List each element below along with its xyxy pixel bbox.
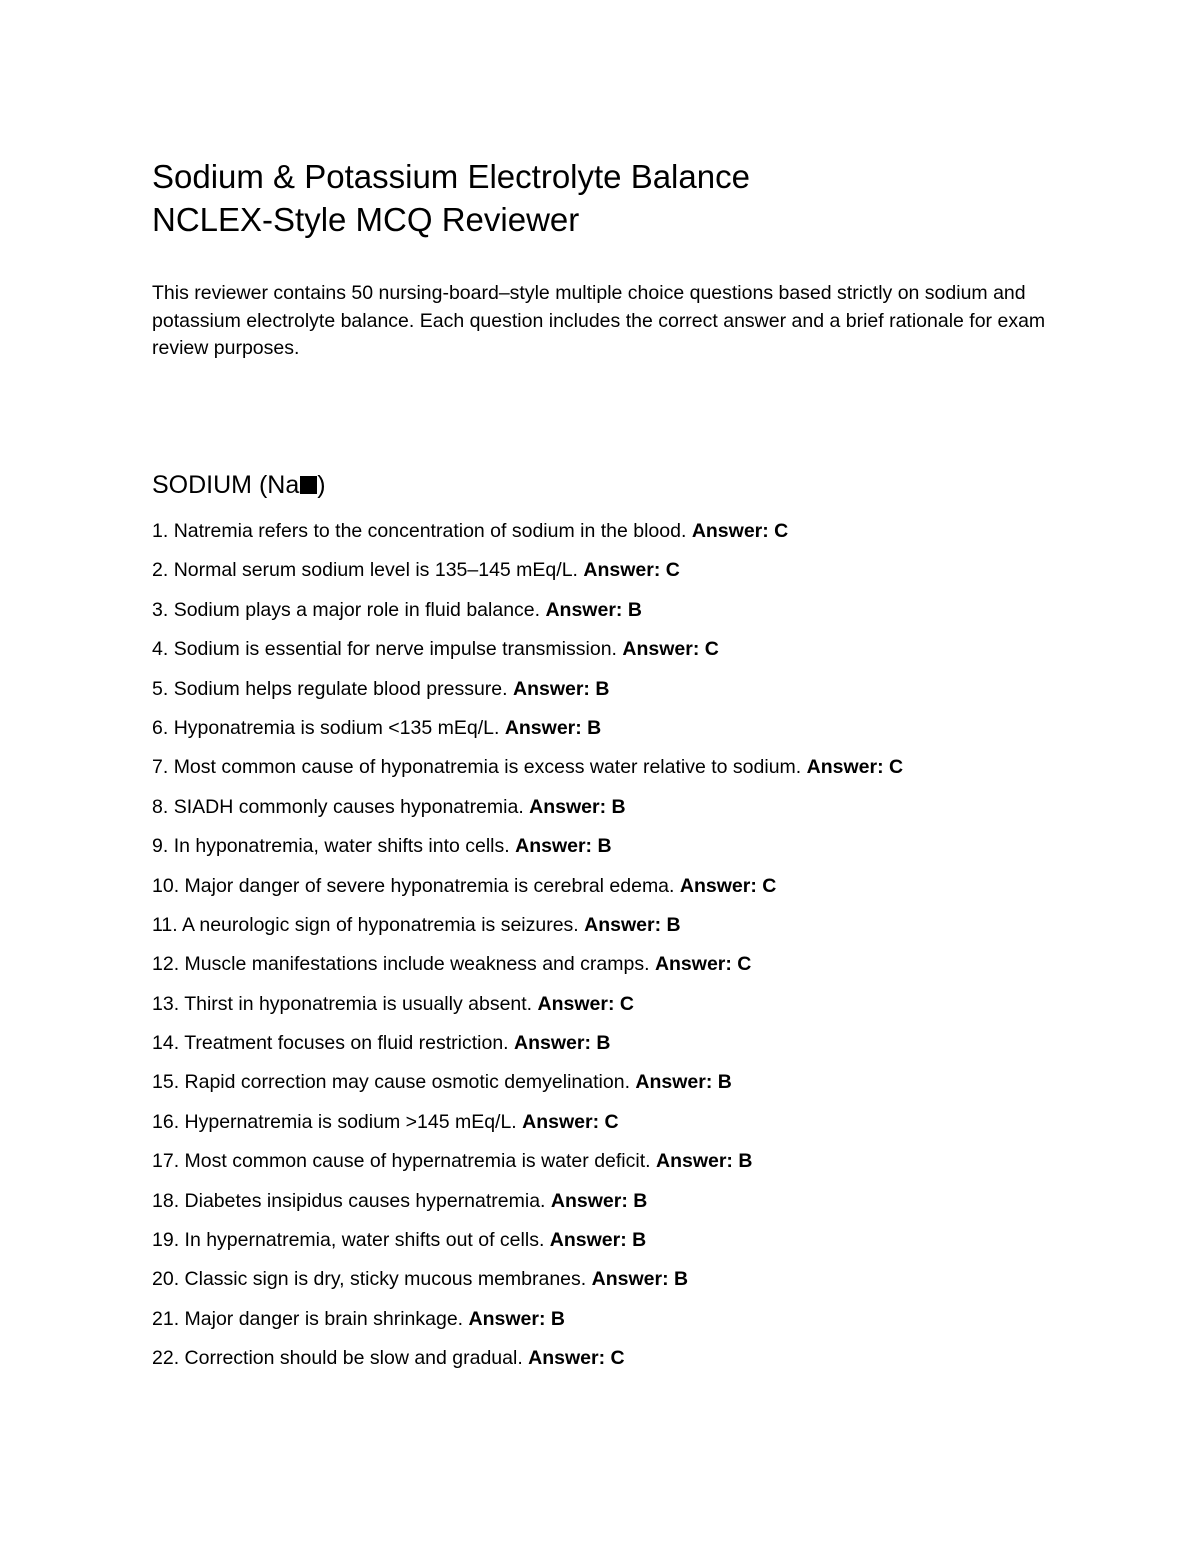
list-item (152, 910, 1112, 949)
section-heading-suffix: ) (317, 471, 326, 499)
question-answer: Answer: B (635, 1071, 732, 1094)
question-number: 8. (152, 795, 169, 818)
question-answer: Answer: C (522, 1110, 619, 1133)
list-item (152, 1225, 1112, 1264)
list-item (152, 555, 1112, 594)
intro-paragraph: This reviewer contains 50 nursing-board–style multiple choice questions based strictly on sodium and potassium electrolyte balance. Each question includes the correct answer and a brief rationale for exam review purposes. (152, 282, 1046, 359)
list-item (152, 1186, 1112, 1225)
question-number: 9. (152, 835, 169, 858)
list-item (152, 1343, 1112, 1382)
question-number: 22. (152, 1347, 180, 1370)
title-line-1: Sodium & Potassium Electrolyte Balance (152, 158, 750, 195)
section-heading-sodium (152, 468, 326, 502)
question-number: 14. (152, 1032, 180, 1055)
question-answer: Answer: B (591, 1268, 689, 1291)
question-text: Classic sign is dry, sticky mucous membranes. (184, 1268, 587, 1291)
question-text: Muscle manifestations include weakness and cramps. (184, 953, 650, 976)
question-text: Sodium helps regulate blood pressure. (173, 677, 508, 700)
list-item (152, 752, 1112, 791)
list-item (152, 1264, 1112, 1303)
list-item (152, 1028, 1112, 1067)
question-answer: Answer: B (514, 1032, 611, 1055)
question-text: Correction should be slow and gradual. (184, 1347, 523, 1370)
question-number: 3. (152, 598, 169, 621)
document-title (152, 155, 1052, 241)
question-text: Most common cause of hypernatremia is water deficit. (184, 1150, 651, 1173)
list-item (152, 831, 1112, 870)
question-number: 4. (152, 638, 169, 661)
list-item (152, 516, 1112, 555)
question-number: 1. (152, 520, 169, 542)
question-list (152, 516, 1112, 1383)
question-text: In hyponatremia, water shifts into cells. (173, 835, 510, 858)
question-number: 11. (152, 913, 178, 936)
question-number: 18. (152, 1189, 180, 1212)
question-answer: Answer: B (584, 913, 681, 936)
section-heading-prefix: SODIUM (Na (152, 471, 300, 499)
list-item (152, 713, 1112, 752)
question-answer: Answer: B (545, 598, 642, 621)
list-item (152, 634, 1112, 673)
question-answer: Answer: C (654, 953, 752, 976)
question-text: Treatment focuses on fluid restriction. (184, 1032, 509, 1055)
title-line-2: NCLEX-Style MCQ Reviewer (152, 201, 580, 238)
question-text: Diabetes insipidus causes hypernatremia. (184, 1189, 546, 1212)
question-number: 13. (152, 992, 180, 1015)
question-answer: Answer: C (679, 874, 777, 897)
question-answer: Answer: B (550, 1189, 648, 1212)
question-answer: Answer: B (529, 795, 626, 818)
question-text: A neurologic sign of hyponatremia is seizures. (182, 913, 579, 936)
question-answer: Answer: B (515, 835, 612, 858)
question-answer: Answer: B (655, 1150, 753, 1173)
list-item (152, 871, 1112, 910)
list-item (152, 1067, 1112, 1106)
list-item (152, 792, 1112, 831)
question-number: 21. (152, 1307, 180, 1330)
question-number: 15. (152, 1071, 180, 1094)
list-item (152, 674, 1112, 713)
question-number: 2. (152, 559, 169, 582)
question-answer: Answer: B (549, 1229, 647, 1252)
question-number: 5. (152, 677, 169, 700)
list-item (152, 989, 1112, 1028)
question-text: Rapid correction may cause osmotic demyelination. (184, 1071, 630, 1094)
question-text: Sodium is essential for nerve impulse transmission. (173, 638, 617, 661)
question-number: 12. (152, 953, 180, 976)
question-text: Most common cause of hyponatremia is excess water relative to sodium. (173, 756, 802, 779)
question-number: 17. (152, 1150, 180, 1173)
question-text: In hypernatremia, water shifts out of cells. (184, 1229, 545, 1252)
question-text: Natremia refers to the concentration of sodium in the blood. (173, 520, 687, 542)
list-item (152, 949, 1112, 988)
question-answer: Answer: C (537, 992, 634, 1015)
black-square-glyph-icon (300, 476, 317, 494)
question-answer: Answer: B (468, 1307, 565, 1330)
question-text: Hyponatremia is sodium <135 mEq/L. (173, 716, 500, 739)
question-answer: Answer: C (528, 1347, 625, 1370)
question-text: Sodium plays a major role in fluid balance. (173, 598, 541, 621)
list-item (152, 1107, 1112, 1146)
question-text: Hypernatremia is sodium >145 mEq/L. (184, 1110, 517, 1133)
question-number: 7. (152, 756, 169, 779)
question-text: Normal serum sodium level is 135–145 mEq/L. (173, 559, 578, 582)
list-item (152, 1146, 1112, 1185)
question-answer: Answer: C (622, 638, 719, 661)
question-answer: Answer: C (691, 520, 789, 542)
question-text: Major danger of severe hyponatremia is cerebral edema. (184, 874, 675, 897)
question-number: 16. (152, 1110, 180, 1133)
list-item (152, 595, 1112, 634)
question-number: 10. (152, 874, 180, 897)
question-answer: Answer: C (806, 756, 904, 779)
question-number: 20. (152, 1268, 180, 1291)
question-text: Thirst in hyponatremia is usually absent. (184, 992, 533, 1015)
question-number: 19. (152, 1229, 180, 1252)
question-text: Major danger is brain shrinkage. (184, 1307, 464, 1330)
question-text: SIADH commonly causes hyponatremia. (173, 795, 524, 818)
question-answer: Answer: C (583, 559, 680, 582)
question-answer: Answer: B (504, 716, 602, 739)
question-number: 6. (152, 716, 169, 739)
list-item (152, 1304, 1112, 1343)
question-answer: Answer: B (512, 677, 610, 700)
